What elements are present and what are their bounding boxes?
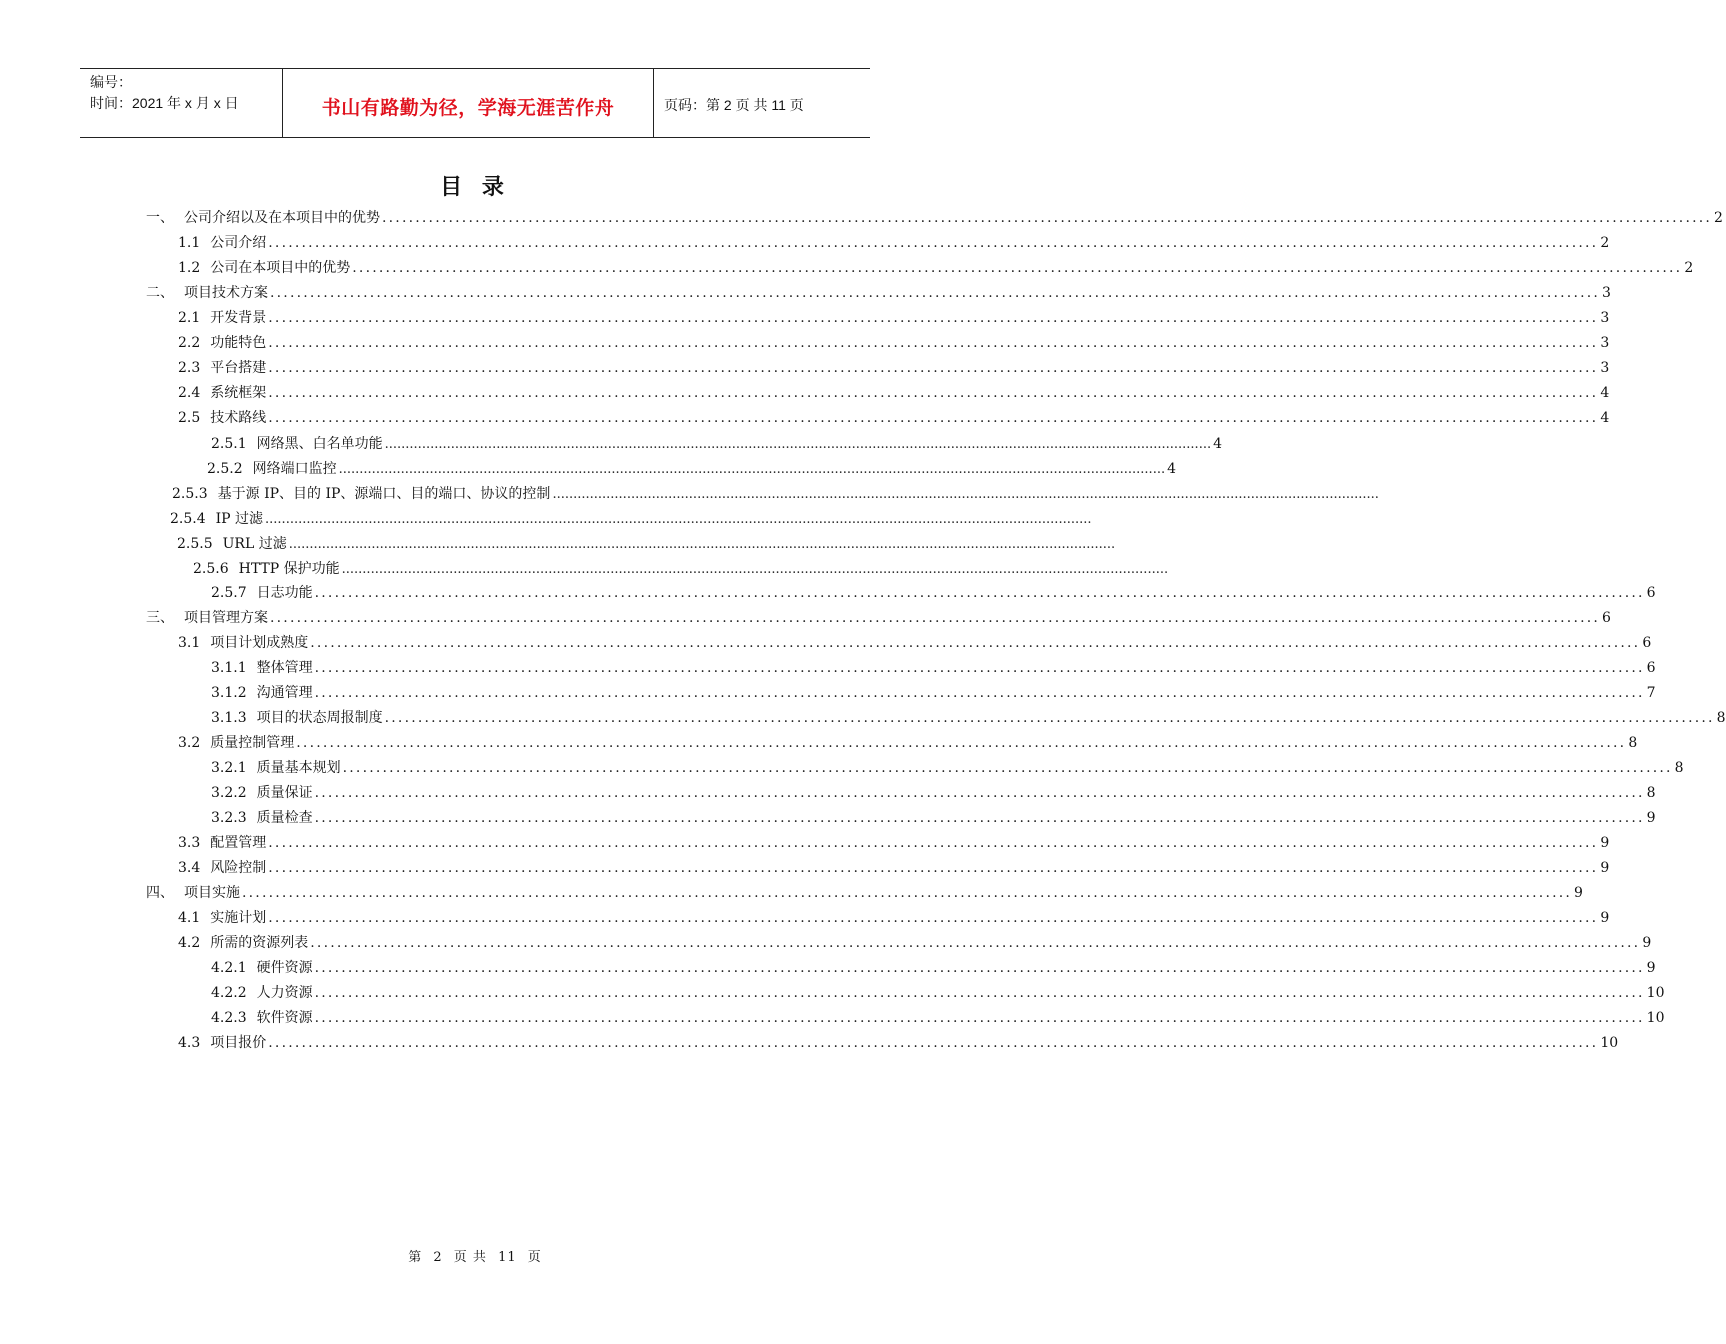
toc-entry-text: 实施计划: [210, 910, 267, 926]
toc-entry-text: 整体管理: [256, 660, 313, 676]
toc-entry-title: [211, 757, 341, 777]
toc-entry-number: 3.1.2: [211, 685, 247, 701]
toc-entry[interactable]: [146, 282, 1611, 302]
toc-entry-number: 三、: [146, 610, 174, 626]
toc-entry-text: IP 过滤: [215, 511, 264, 527]
toc-leader-dots: ........................................................................................................................................................................................................: [268, 235, 1599, 251]
toc-leader-dots: ........................................................................................................................................................................................................: [314, 960, 1645, 976]
toc-entry-text: 配置管理: [210, 835, 267, 851]
toc-entry-page: 6: [1602, 610, 1611, 626]
toc-entry[interactable]: [178, 257, 1694, 277]
toc-entry-number: 2.5.7: [211, 585, 247, 601]
toc-leader-dots: ........................................................................................................................................................................................................: [268, 910, 1599, 926]
toc-entry-number: 3.2.2: [211, 785, 247, 801]
toc-entry[interactable]: [178, 732, 1638, 752]
toc-entry[interactable]: [207, 458, 1177, 478]
toc-entry-page: 3: [1600, 360, 1610, 376]
toc-entry-title: [146, 282, 268, 302]
toc-entry-number: 2.5.2: [207, 461, 243, 477]
toc-entry-title: [178, 632, 308, 652]
toc-entry-title: [211, 1007, 313, 1027]
toc-entry-text: 公司介绍: [210, 235, 267, 251]
toc-entry[interactable]: [170, 508, 1092, 528]
toc-entry-title: [146, 882, 240, 902]
toc-entry-page: 4: [1213, 436, 1223, 452]
toc-entry-title: [178, 1032, 266, 1052]
toc-entry-page: 10: [1600, 1035, 1619, 1051]
toc-entry-page: 4: [1600, 385, 1610, 401]
toc-entry-page: 8: [1646, 785, 1656, 801]
toc-entry-number: 3.1.3: [211, 710, 247, 726]
toc-entry[interactable]: [178, 632, 1652, 652]
toc-entry-title: [178, 907, 266, 927]
toc-entry-number: 3.2: [178, 735, 201, 751]
footer-total: 11: [498, 1250, 517, 1265]
toc-entry-text: 系统框架: [210, 385, 267, 401]
toc-leader-dots: ........................................................................................................................................................................................................: [314, 660, 1645, 676]
toc-entry-title: [178, 232, 266, 252]
toc-entry-text: 项目管理方案: [184, 610, 268, 626]
toc-entry-text: 项目报价: [210, 1035, 267, 1051]
toc-entry-number: 2.1: [178, 310, 201, 326]
toc-entry[interactable]: [178, 907, 1610, 927]
toc-entry-title: [177, 533, 287, 553]
footer-page: 2: [433, 1250, 443, 1265]
toc-entry-title: [178, 357, 266, 377]
toc-entry-title: [211, 682, 313, 702]
toc-entry[interactable]: [178, 407, 1610, 427]
toc-entry-page: 9: [1646, 960, 1656, 976]
toc-entry-page: 6: [1646, 660, 1656, 676]
toc-entry-text: 质量检查: [256, 810, 313, 826]
toc-entry[interactable]: [178, 1032, 1619, 1052]
toc-leader-dots: ........................................................................................................................................................................................................: [268, 335, 1599, 351]
toc-entry-text: 项目实施: [184, 885, 240, 901]
toc-entry-page: 10: [1646, 985, 1665, 1001]
toc-entry-page: 4: [1167, 461, 1177, 477]
toc-leader-dots: ........................................................................................................................................................................................................: [341, 562, 1169, 577]
toc-entry[interactable]: [211, 807, 1656, 827]
toc-entry-text: 质量保证: [256, 785, 313, 801]
toc-entry[interactable]: [211, 707, 1726, 727]
toc-entry-number: 4.2: [178, 935, 201, 951]
toc-leader-dots: ........................................................................................................................................................................................................: [268, 360, 1599, 376]
toc-entry-text: HTTP 保护功能: [238, 561, 340, 577]
toc-entry-page: 9: [1642, 935, 1652, 951]
toc-entry[interactable]: [178, 382, 1610, 402]
toc-entry-text: 日志功能: [256, 585, 313, 601]
toc-entry-number: 二、: [146, 285, 174, 301]
toc-entry-text: 软件资源: [256, 1010, 313, 1026]
toc-entry[interactable]: [178, 857, 1610, 877]
toc-entry-text: 平台搭建: [210, 360, 267, 376]
toc-entry-title: [211, 582, 313, 602]
toc-entry-title: [211, 807, 313, 827]
toc-entry-page: 6: [1642, 635, 1652, 651]
toc-entry[interactable]: [178, 332, 1610, 352]
toc-entry-number: 2.5.3: [172, 486, 208, 502]
footer-post: 页: [527, 1250, 542, 1265]
toc-entry-title: [178, 382, 266, 402]
toc-leader-dots: ........................................................................................................................................................................................................: [296, 735, 1627, 751]
toc-entry-text: 项目的状态周报制度: [256, 710, 383, 726]
toc-entry-title: [172, 483, 550, 503]
toc-entry-title: [178, 932, 308, 952]
toc-entry-text: 开发背景: [210, 310, 267, 326]
toc-entry[interactable]: [172, 483, 1379, 503]
number-label: 编号：: [90, 74, 132, 90]
toc-entry-page: 7: [1646, 685, 1656, 701]
toc-entry-number: 一、: [146, 210, 174, 226]
toc-entry-text: 公司介绍以及在本项目中的优势: [184, 210, 380, 226]
toc-entry-title: [178, 832, 266, 852]
toc-entry[interactable]: [211, 582, 1656, 602]
toc-leader-dots: ........................................................................................................................................................................................................: [314, 1010, 1645, 1026]
toc-entry-title: [146, 207, 380, 227]
toc-entry-number: 2.3: [178, 360, 201, 376]
toc-entry-number: 2.5.6: [193, 561, 229, 577]
toc-entry-text: 所需的资源列表: [210, 935, 309, 951]
toc-entry[interactable]: [211, 782, 1656, 802]
toc-entry-page: 2: [1684, 260, 1694, 276]
toc-entry-title: [178, 407, 266, 427]
toc-entry[interactable]: [178, 832, 1610, 852]
toc-entry-title: [193, 558, 340, 578]
toc-entry-text: 人力资源: [256, 985, 313, 1001]
toc-entry-number: 3.2.3: [211, 810, 247, 826]
toc-entry-number: 3.3: [178, 835, 201, 851]
toc-entry-page: 9: [1600, 860, 1610, 876]
toc-entry-title: [178, 257, 350, 277]
toc-entry-title: [211, 707, 383, 727]
toc-leader-dots: ........................................................................................................................................................................................................: [314, 585, 1645, 601]
toc-leader-dots: ........................................................................................................................................................................................................: [268, 310, 1599, 326]
toc-leader-dots: ........................................................................................................................................................................................................: [265, 512, 1092, 527]
toc-entry-title: [211, 433, 383, 453]
toc-leader-dots: ........................................................................................................................................................................................................: [270, 285, 1601, 301]
toc-leader-dots: ........................................................................................................................................................................................................: [384, 710, 1715, 726]
toc-leader-dots: ........................................................................................................................................................................................................: [338, 462, 1166, 477]
toc-entry[interactable]: [177, 533, 1116, 553]
toc-entry-number: 3.4: [178, 860, 201, 876]
toc-entry-number: 2.5.1: [211, 436, 247, 452]
toc-entry-number: 3.1: [178, 635, 201, 651]
toc-entry-title: [211, 657, 313, 677]
toc-entry[interactable]: [146, 207, 1723, 227]
toc-leader-dots: ........................................................................................................................................................................................................: [382, 210, 1713, 226]
toc-entry-text: 项目计划成熟度: [210, 635, 309, 651]
toc-leader-dots: ........................................................................................................................................................................................................: [314, 685, 1645, 701]
toc-entry-page: 3: [1602, 285, 1611, 301]
toc-entry-number: 2.4: [178, 385, 201, 401]
toc-entry-text: 网络端口监控: [252, 461, 337, 477]
motto-text: 书山有路勤为径，学海无涯苦作舟: [321, 97, 615, 119]
toc-entry-page: 9: [1600, 835, 1610, 851]
toc-entry-text: 项目技术方案: [184, 285, 268, 301]
toc-entry[interactable]: [178, 932, 1652, 952]
time-text: 时间：2021 年 x 月 x 日: [90, 95, 239, 111]
toc-entry-number: 2.5.4: [170, 511, 206, 527]
toc-entry[interactable]: [178, 357, 1610, 377]
toc-leader-dots: ........................................................................................................................................................................................................: [268, 385, 1599, 401]
toc-leader-dots: ........................................................................................................................................................................................................: [310, 635, 1641, 651]
toc-entry-number: 2.5.5: [177, 536, 213, 552]
toc-entry-page: 10: [1646, 1010, 1665, 1026]
toc-entry-number: 4.2.3: [211, 1010, 247, 1026]
toc-entry-number: 4.2.1: [211, 960, 247, 976]
toc-leader-dots: ........................................................................................................................................................................................................: [552, 487, 1379, 502]
toc-entry[interactable]: [211, 757, 1684, 777]
toc-entry-number: 4.2.2: [211, 985, 247, 1001]
toc-entry[interactable]: [211, 1007, 1665, 1027]
toc-entry-text: 风险控制: [210, 860, 267, 876]
toc-entry-page: 8: [1674, 760, 1684, 776]
toc-leader-dots: ........................................................................................................................................................................................................: [270, 610, 1601, 626]
toc-entry-text: 沟通管理: [256, 685, 313, 701]
toc-entry[interactable]: [178, 307, 1610, 327]
toc-leader-dots: ........................................................................................................................................................................................................: [268, 835, 1599, 851]
toc-entry-page: 2: [1600, 235, 1610, 251]
toc-entry-number: 3.2.1: [211, 760, 247, 776]
toc-entry-text: 技术路线: [210, 410, 267, 426]
toc-entry-page: 9: [1574, 885, 1583, 901]
toc-entry[interactable]: [211, 433, 1223, 453]
toc-leader-dots: ........................................................................................................................................................................................................: [310, 935, 1641, 951]
page-title: 目 录: [440, 175, 510, 200]
toc-entry-text: URL 过滤: [222, 536, 287, 552]
toc-entry-number: 1.2: [178, 260, 201, 276]
toc-entry-number: 2.2: [178, 335, 201, 351]
toc-entry-title: [178, 857, 266, 877]
toc-entry-page: 8: [1628, 735, 1638, 751]
footer-mid: 页 共: [453, 1250, 487, 1265]
toc-entry-text: 硬件资源: [256, 960, 313, 976]
toc-entry-page: 8: [1716, 710, 1726, 726]
toc-entry-page: 3: [1600, 335, 1610, 351]
toc-entry-page: 9: [1600, 910, 1610, 926]
toc-leader-dots: ........................................................................................................................................................................................................: [352, 260, 1683, 276]
toc-leader-dots: ........................................................................................................................................................................................................: [288, 537, 1116, 552]
toc-entry-text: 功能特色: [210, 335, 267, 351]
toc-entry-text: 质量控制管理: [210, 735, 295, 751]
toc-entry[interactable]: [211, 682, 1656, 702]
toc-entry-text: 公司在本项目中的优势: [210, 260, 351, 276]
toc-entry-title: [178, 732, 294, 752]
toc-leader-dots: ........................................................................................................................................................................................................: [268, 410, 1599, 426]
page-footer: [0, 1246, 950, 1265]
toc-entry-page: 4: [1600, 410, 1610, 426]
toc-leader-dots: ........................................................................................................................................................................................................: [314, 985, 1645, 1001]
toc-leader-dots: ........................................................................................................................................................................................................: [268, 1035, 1599, 1051]
toc-entry-number: 3.1.1: [211, 660, 247, 676]
toc-entry-number: 四、: [146, 885, 174, 901]
toc-entry[interactable]: [178, 232, 1610, 252]
toc-entry-text: 质量基本规划: [256, 760, 341, 776]
toc-entry[interactable]: [146, 882, 1583, 902]
toc-entry-page: 6: [1646, 585, 1656, 601]
toc-entry[interactable]: [211, 957, 1656, 977]
toc-entry-page: 2: [1714, 210, 1723, 226]
toc-entry-title: [170, 508, 263, 528]
header-page-number: 页码：第 2 页 共 11 页: [664, 97, 804, 113]
toc-leader-dots: ........................................................................................................................................................................................................: [242, 885, 1573, 901]
toc-entry-title: [178, 332, 266, 352]
toc-entry-number: 2.5: [178, 410, 201, 426]
toc-entry[interactable]: [146, 607, 1611, 627]
toc-entry-title: [211, 982, 313, 1002]
toc-entry-title: [207, 458, 337, 478]
toc-entry-page: 3: [1600, 310, 1610, 326]
toc-entry-text: 基于源 IP、目的 IP、源端口、目的端口、协议的控制: [217, 486, 551, 502]
toc-entry[interactable]: [211, 982, 1665, 1002]
toc-entry-number: 4.3: [178, 1035, 201, 1051]
toc-entry-number: 4.1: [178, 910, 201, 926]
toc-entry-number: 1.1: [178, 235, 201, 251]
toc-entry-page: 9: [1646, 810, 1656, 826]
footer-pre: 第: [408, 1250, 423, 1265]
toc-leader-dots: ........................................................................................................................................................................................................: [342, 760, 1673, 776]
toc-leader-dots: ........................................................................................................................................................................................................: [384, 437, 1212, 452]
toc-entry[interactable]: [193, 558, 1169, 578]
toc-entry[interactable]: [211, 657, 1656, 677]
toc-leader-dots: ........................................................................................................................................................................................................: [314, 810, 1645, 826]
toc-entry-title: [146, 607, 268, 627]
toc-leader-dots: ........................................................................................................................................................................................................: [314, 785, 1645, 801]
toc-entry-title: [178, 307, 266, 327]
toc-entry-text: 网络黑、白名单功能: [256, 436, 383, 452]
toc-leader-dots: ........................................................................................................................................................................................................: [268, 860, 1599, 876]
toc-entry-title: [211, 782, 313, 802]
toc-entry-title: [211, 957, 313, 977]
